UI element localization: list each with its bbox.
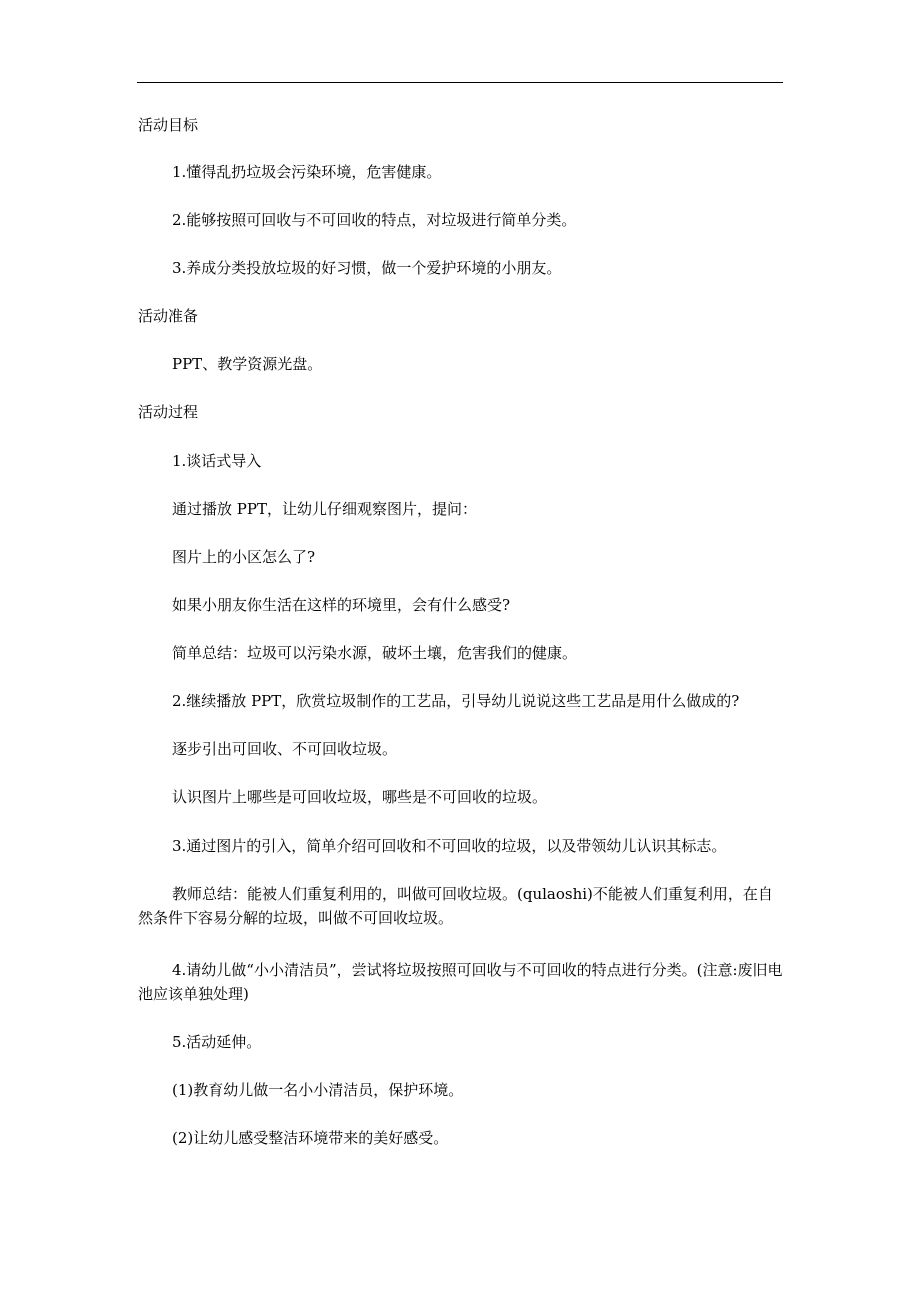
process-step-1-c: 如果小朋友你生活在这样的环境里，会有什么感受? [172,596,511,614]
section-heading-goal: 活动目标 [138,116,199,134]
process-step-1-title: 1.谈话式导入 [172,452,262,470]
process-step-2-c: 认识图片上哪些是可回收垃圾，哪些是不可回收的垃圾。 [172,788,548,806]
goal-item-3: 3.养成分类投放垃圾的好习惯，做一个爱护环境的小朋友。 [172,259,562,277]
process-step-3-a: 3.通过图片的引入，简单介绍可回收和不可回收的垃圾，以及带领幼儿认识其标志。 [172,837,727,855]
process-step-3-summary: 教师总结：能被人们重复利用的，叫做可回收垃圾。(qulaoshi)不能被人们重复利用，在自然条件下容易分解的垃圾，叫做不可回收垃圾。 [138,885,773,927]
process-step-1-a: 通过播放 PPT，让幼儿仔细观察图片，提问： [172,500,477,518]
prep-item-1: PPT、教学资源光盘。 [172,355,323,373]
goal-item-1: 1.懂得乱扔垃圾会污染环境，危害健康。 [172,163,442,181]
process-step-4: 4.请幼儿做“小小清洁员”，尝试将垃圾按照可回收与不可回收的特点进行分类。(注意:废旧电池应该单独处理) [138,961,783,1003]
process-step-1-d: 简单总结：垃圾可以污染水源，破坏土壤，危害我们的健康。 [172,644,578,662]
process-step-2-a: 2.继续播放 PPT，欣赏垃圾制作的工艺品，引导幼儿说说这些工艺品是用什么做成的? [172,692,740,710]
process-step-5-b: (2)让幼儿感受整洁环境带来的美好感受。 [172,1129,449,1147]
section-heading-prep: 活动准备 [138,307,199,325]
header-rule [137,82,783,83]
process-step-5-a: (1)教育幼儿做一名小小清洁员，保护环境。 [172,1081,464,1099]
goal-item-2: 2.能够按照可回收与不可回收的特点，对垃圾进行简单分类。 [172,211,577,229]
process-step-5-title: 5.活动延伸。 [172,1033,262,1051]
process-step-2-b: 逐步引出可回收、不可回收垃圾。 [172,740,398,758]
process-step-1-b: 图片上的小区怎么了? [172,548,316,566]
section-heading-process: 活动过程 [138,403,199,421]
